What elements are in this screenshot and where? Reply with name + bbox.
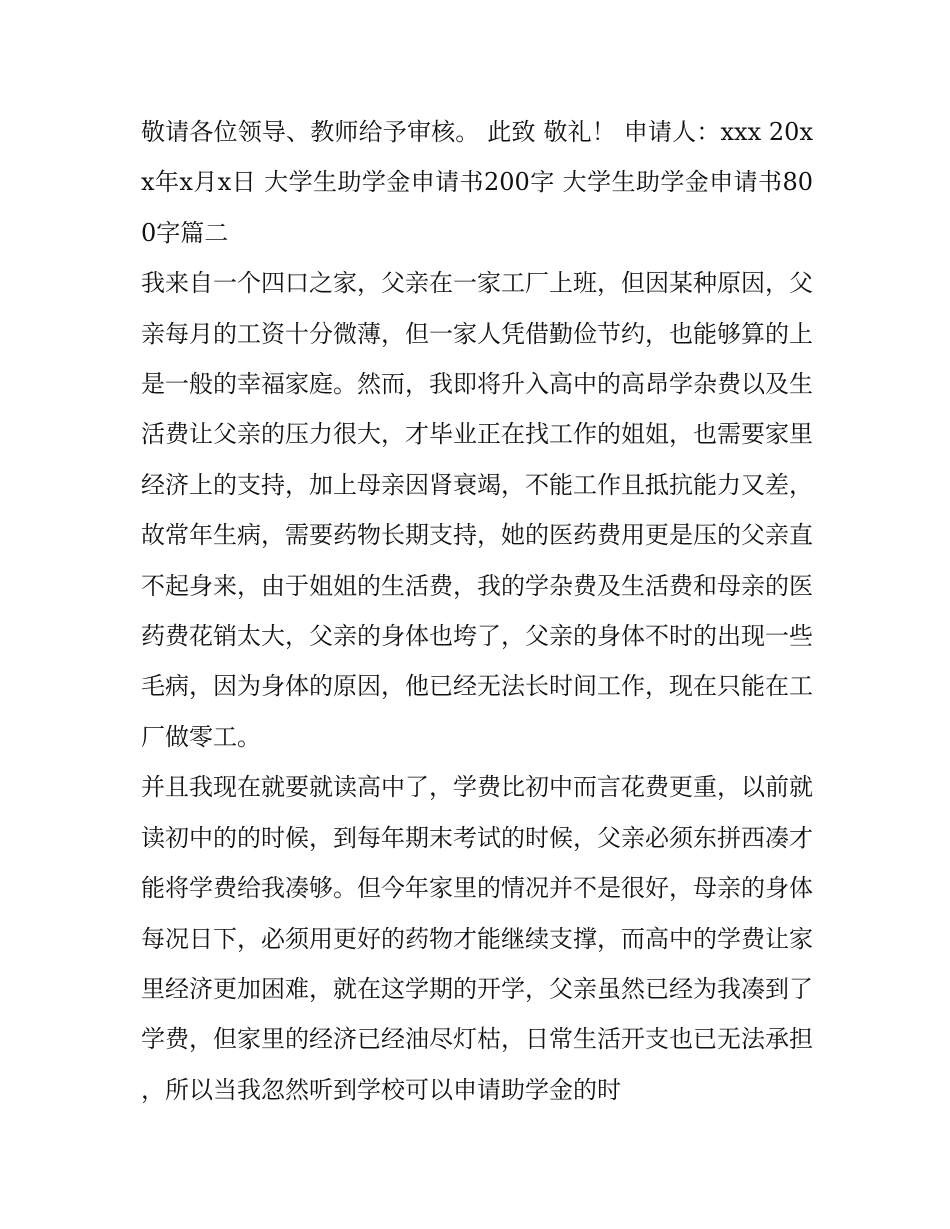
paragraph-tuition-difficulty: 并且我现在就要就读高中了，学费比初中而言花费更重，以前就读初中的的时候，到每年期末考试的时候，父亲必须东拼西凑才能将学费给我凑够。但今年家里的情况并不是很好，母亲的身体每况日下，必须用更好的药物才能继续支撑，而高中的学费让家里经济更加困难，就在这学期的开学，父亲虽然已经为我凑到了学费，但家里的经济已经油尽灯枯，日常生活开支也已无法承担，所以当我忽然听到学校可以申请助学金的时 (141, 773, 813, 1104)
paragraph-family-background: 我来自一个四口之家，父亲在一家工厂上班，但因某种原因，父亲每月的工资十分微薄，但一家人凭借勤俭节约，也能够算的上是一般的幸福家庭。然而，我即将升入高中的高昂学杂费以及生活费让父亲的压力很大，才毕业正在找工作的姐姐，也需要家里经济上的支持，加上母亲因肾衰竭，不能工作且抵抗能力又差，故常年生病，需要药物长期支持，她的医药费用更是压的父亲直不起身来，由于姐姐的生活费，我的学杂费及生活费和母亲的医药费花销太大，父亲的身体也垮了，父亲的身体不时的出现一些毛病，因为身体的原因，他已经无法长时间工作，现在只能在工厂做零工。 (141, 269, 813, 751)
document-body (141, 107, 813, 1115)
paragraph-closing: 敬请各位领导、教师给予审核。 此致 敬礼！ 申请人：xxx 20xx年x月x日 大学生助学金申请书200字 大学生助学金申请书800字篇二 (141, 118, 813, 247)
